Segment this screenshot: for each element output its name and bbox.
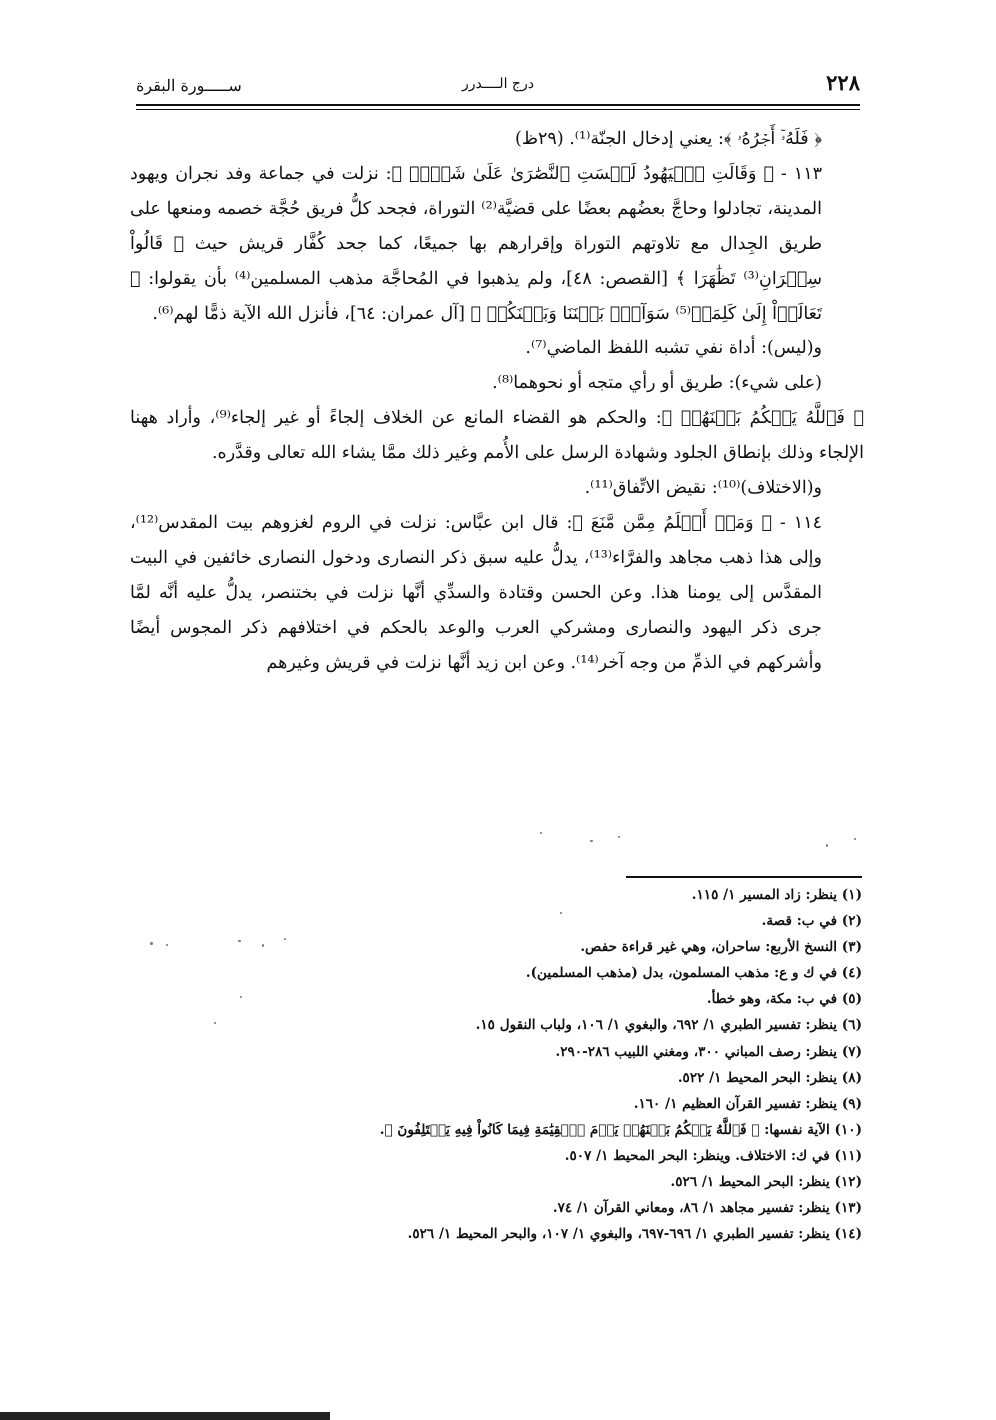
footnote: (٣) النسخ الأربع: ساحران، وهي غير قراءة حفص. [580, 939, 862, 956]
footnote-separator [626, 876, 862, 878]
paragraph: ١١٣ - ﴿ وَقَالَتِ ٱلۡيَهُودُ لَيۡسَتِ ٱلنَّصَٰرَىٰ عَلَىٰ شَيۡءٖ ﴾: نزلت في جماعة وفد نجران ويهود المدينة، تجادلوا وحاجَّ بعضُهم بعضًا على قضيَّة⁽²⁾ التوراة، فجحد كلُّ فريق حُجَّة خصمه ومنعها على طريق الجِدال مع تلاوتهم التوراة وإقرارهم بها جميعًا، كما جحد كُفَّار قريش حيث ﴿ قَالُواْ سِحۡرَانِ⁽³⁾ تَظَٰهَرَا ﴾ [القصص: ٤٨]، ولم يذهبوا في المُحاجَّة مذهب المسلمين⁽⁴⁾ بأن يقولوا: ﴿ تَعَالَوۡاْ إِلَىٰ كَلِمَةٖ⁽⁵⁾ سَوَآءِۭ بَيۡنَنَا وَبَيۡنَكُمۡ ﴾ [آل عمران: ٦٤]، فأنزل الله الآية ذمًّا لهم⁽⁶⁾. [130, 163, 823, 324]
footnote: (٧) ينظر: رصف المباني ٣٠٠، ومغني اللبيب ٢٨٦-٢٩٠. [555, 1043, 862, 1060]
scan-edge-bar [0, 1412, 330, 1420]
scan-speck [540, 832, 542, 834]
scan-speck [214, 1022, 216, 1024]
scan-speck [238, 940, 241, 942]
scan-speck [854, 838, 856, 840]
footnote: (١١) في ك: الاختلاف. وينظر: البحر المحيط ١/ ٥٠٧. [564, 1147, 862, 1164]
paragraph: (على شيء): طريق أو رأي متجه أو نحوهما⁽⁸⁾. [492, 373, 822, 394]
footnote: (١٢) ينظر: البحر المحيط ١/ ٥٢٦. [670, 1174, 862, 1191]
book-title: درج الــــدرر [462, 76, 534, 92]
scan-speck [826, 844, 828, 847]
footnote: (٩) ينظر: تفسير القرآن العظيم ١/ ١٦٠. [633, 1095, 862, 1112]
footnotes [340, 882, 862, 1247]
footnote: (٥) في ب: مكة، وهو خطأ. [706, 991, 862, 1008]
scan-speck [262, 944, 264, 947]
scan-speck [590, 840, 593, 842]
scan-speck [618, 836, 620, 838]
paragraph: ﴿ فَٱللَّهُ يَحۡكُمُ بَيۡنَهُمۡ ﴾: والحكم هو القضاء المانع عن الخلاف إلجاءً أو غير إلجاء⁽⁹⁾، وأراد ههنا الإلجاء وذلك بإنطاق الجلود وشهادة الرسل على الأُمم وغير ذلك ممَّا يشاء الله تعالى وقدَّره. [130, 408, 864, 464]
footnote: (١٣) ينظر: تفسير مجاهد ١/ ٨٦، ومعاني القرآن ١/ ٧٤. [552, 1200, 862, 1217]
paragraph: و(ليس): أداة نفي تشبه اللفظ الماضي⁽⁷⁾. [525, 338, 822, 359]
footnote: (١) ينظر: زاد المسير ١/ ١١٥. [691, 887, 862, 903]
main-text [130, 122, 864, 681]
footnote: (٢) في ب: قصة. [761, 913, 862, 930]
footnote: (٨) ينظر: البحر المحيط ١/ ٥٢٢. [677, 1069, 862, 1086]
scan-speck [240, 996, 242, 998]
paragraph: و(الاختلاف)⁽¹⁰⁾: نقيض الاتِّفاق⁽¹¹⁾. [584, 478, 822, 499]
surah-title: ســـــورة البقرة [136, 76, 242, 95]
scan-speck [284, 938, 286, 940]
header-rule [136, 104, 860, 110]
paragraph: ﴿ فَلَهُۥٓ أَجۡرُهُۥ ﴾: يعني إدخال الجنّة⁽¹⁾. (٢٩ظ) [515, 129, 822, 149]
paragraph: ١١٤ - ﴿ وَمَنۡ أَظۡلَمُ مِمَّن مَّنَعَ ﴾: قال ابن عبَّاس: نزلت في الروم لغزوهم بيت المقدس⁽¹²⁾، وإلى هذا ذهب مجاهد والفرَّاء⁽¹³⁾، يدلُّ عليه سبق ذكر النصارى ودخول النصارى خائفين في البيت المقدَّس إلى يومنا هذا. وعن الحسن وقتادة والسدِّي أنَّها نزلت في بختنصر، يدلُّ عليه أنَّه لمَّا جرى ذكر اليهود والنصارى ومشركي العرب والوعد بالحكم في اختلافهم ذكر المجوس أيضًا وأشركهم في الذمِّ من وجه آخر⁽¹⁴⁾. وعن ابن زيد أنَّها نزلت في قريش وغيرهم [130, 512, 822, 673]
footnote: (١٠) الآية نفسها: ﴿ فَٱللَّهُ يَحۡكُمُ بَيۡنَهُمۡ يَوۡمَ ٱلۡقِيَٰمَةِ فِيمَا كَانُواْ فِيهِ يَخۡتَلِفُونَ ﴾. [379, 1121, 862, 1138]
scan-speck [150, 942, 153, 945]
footnote: (٦) ينظر: تفسير الطبري ١/ ٦٩٢، والبغوي ١/ ١٠٦، ولباب النقول ١٥. [475, 1017, 862, 1034]
footnote: (٤) في ك و ع: مذهب المسلمون، بدل (مذهب المسلمين). [525, 965, 862, 982]
scan-speck [166, 944, 168, 946]
running-header [136, 70, 860, 100]
scan-speck [560, 912, 562, 914]
page-number: ٢٢٨ [826, 70, 860, 95]
footnote: (١٤) ينظر: تفسير الطبري ١/ ٦٩٦-٦٩٧، والبغوي ١/ ١٠٧، والبحر المحيط ١/ ٥٢٦. [407, 1226, 862, 1243]
scan-bottom-edge [0, 1408, 996, 1420]
